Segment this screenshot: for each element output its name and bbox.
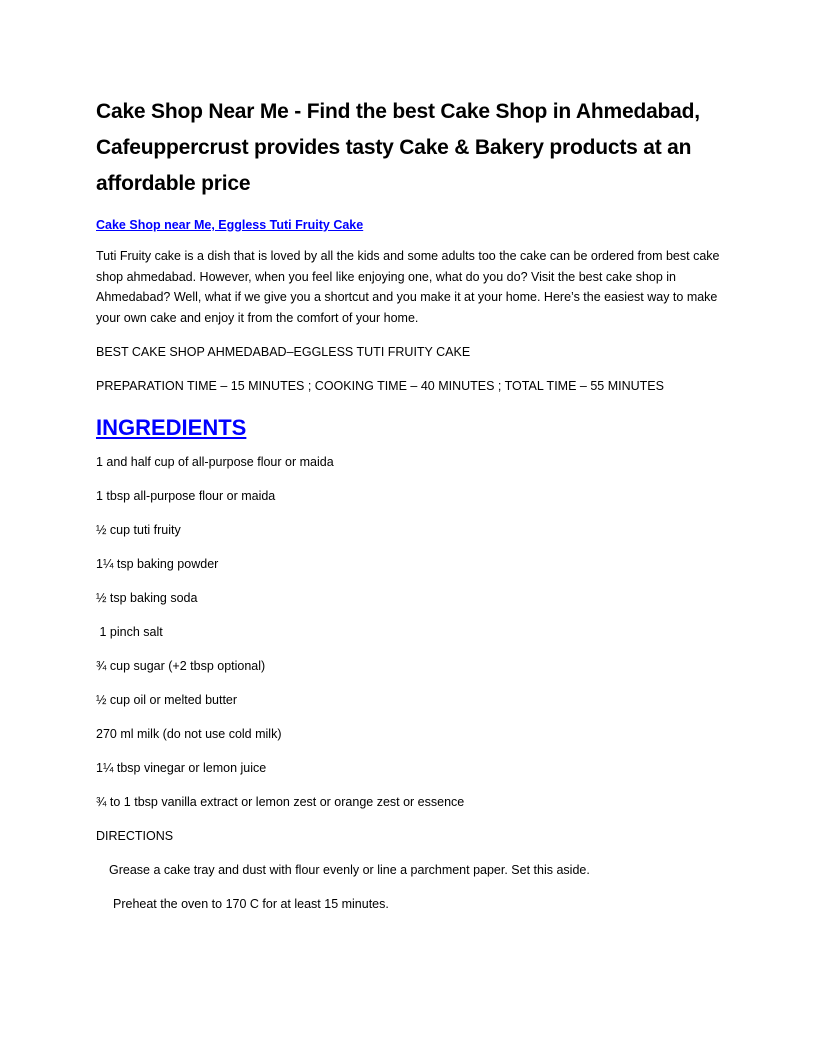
directions-label: DIRECTIONS — [96, 829, 174, 843]
direction-step: Preheat the oven to 170 C for at least 15 minutes. — [113, 897, 389, 911]
recipe-heading: BEST CAKE SHOP AHMEDABAD–EGGLESS TUTI FRUITY CAKE — [96, 345, 471, 359]
page-title: Cake Shop Near Me - Find the best Cake Shop in Ahmedabad, Cafeuppercrust provides tasty Cake & Bakery products at an affordable price — [96, 100, 700, 195]
direction-step: Grease a cake tray and dust with flour evenly or line a parchment paper. Set this aside. — [109, 863, 590, 877]
timing-info: PREPARATION TIME – 15 MINUTES ; COOKING TIME – 40 MINUTES ; TOTAL TIME – 55 MINUTES — [96, 379, 664, 393]
list-item: 1 pinch salt — [96, 625, 163, 639]
list-item: ½ cup oil or melted butter — [96, 693, 238, 707]
list-item: 270 ml milk (do not use cold milk) — [96, 727, 282, 741]
list-item: 1¼ tsp baking powder — [96, 557, 219, 571]
intro-paragraph: Tuti Fruity cake is a dish that is loved by all the kids and some adults too the cake can be ordered from best cake shop ahmedabad. However, when you feel like enjoying one, what do you do? Visit the best cake shop in Ahmedabad? Well, what if we give you a shortcut and you make it at your home. Here’s the easiest way to make your own cake and enjoy it from the comfort of your home. — [96, 249, 720, 325]
document-page — [96, 94, 726, 928]
subtitle-link[interactable]: Cake Shop near Me, Eggless Tuti Fruity Cake — [96, 218, 364, 232]
list-item: ¾ to 1 tbsp vanilla extract or lemon zest or orange zest or essence — [96, 795, 465, 809]
list-item: 1¼ tbsp vinegar or lemon juice — [96, 761, 267, 775]
list-item: ¾ cup sugar (+2 tbsp optional) — [96, 659, 266, 673]
list-item: 1 and half cup of all-purpose flour or maida — [96, 455, 334, 469]
ingredients-heading[interactable]: INGREDIENTS — [96, 415, 247, 440]
list-item: 1 tbsp all-purpose flour or maida — [96, 489, 276, 503]
list-item: ½ cup tuti fruity — [96, 523, 181, 537]
list-item: ½ tsp baking soda — [96, 591, 198, 605]
ingredient-list — [96, 452, 726, 826]
